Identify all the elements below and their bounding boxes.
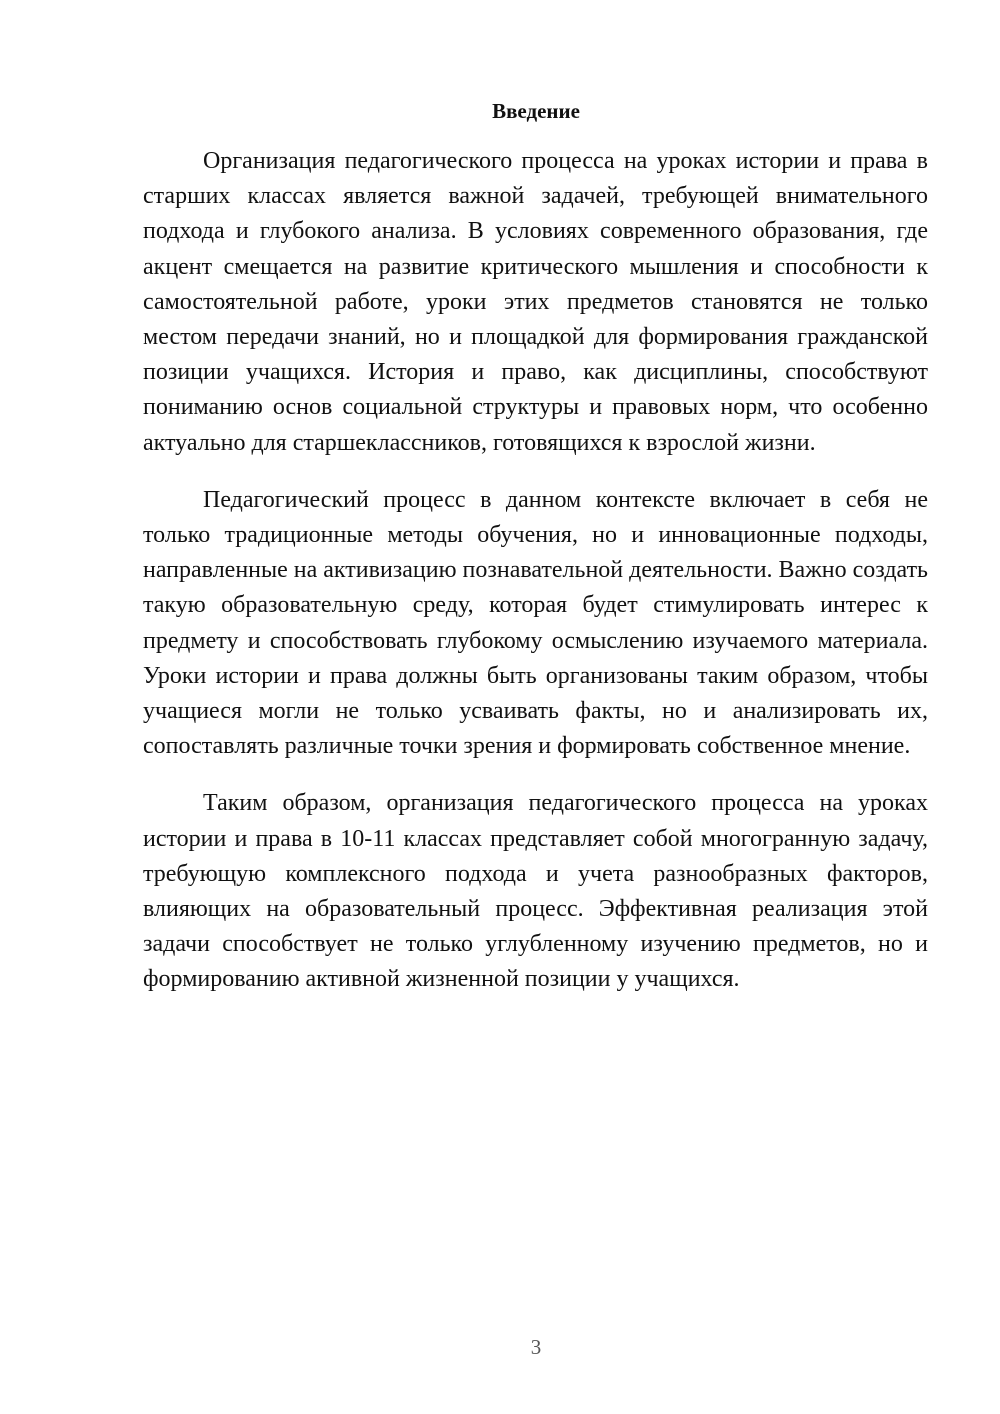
page-number: 3: [530, 1335, 542, 1359]
section-heading: Введение: [492, 99, 580, 123]
paragraph-3: Таким образом, организация педагогического процесса на уроках истории и права в 10-11 классах представляет собой многогранную задачу, требующую комплексного подхода и учета разнообразных факторов, влияющих на образовательный процесс. Эффективная реализация этой задачи способствует не только углубленному изучению предметов, но и формированию активной жизненной позиции у учащихся.: [143, 790, 928, 993]
body-text: [143, 144, 928, 1020]
paragraph-2: Педагогический процесс в данном контексте включает в себя не только традиционные методы обучения, но и инновационные подходы, направленные на активизацию познавательной деятельности. Важно создать такую образовательную среду, которая будет стимулировать интерес к предмету и способствовать глубокому осмыслению изучаемого материала. Уроки истории и права должны быть организованы таким образом, чтобы учащиеся могли не только усваивать факты, но и анализировать их, сопоставлять различные точки зрения и формировать собственное мнение.: [143, 486, 929, 760]
paragraph-1: Организация педагогического процесса на уроках истории и права в старших классах является важной задачей, требующей внимательного подхода и глубокого анализа. В условиях современного образования, где акцент смещается на развитие критического мышления и способности к самостоятельной работе, уроки этих предметов становятся не только местом передачи знаний, но и площадкой для формирования гражданской позиции учащихся. История и право, как дисциплины, способствуют пониманию основ социальной структуры и правовых норм, что особенно актуально для старшеклассников, готовящихся к взрослой жизни.: [143, 148, 928, 456]
